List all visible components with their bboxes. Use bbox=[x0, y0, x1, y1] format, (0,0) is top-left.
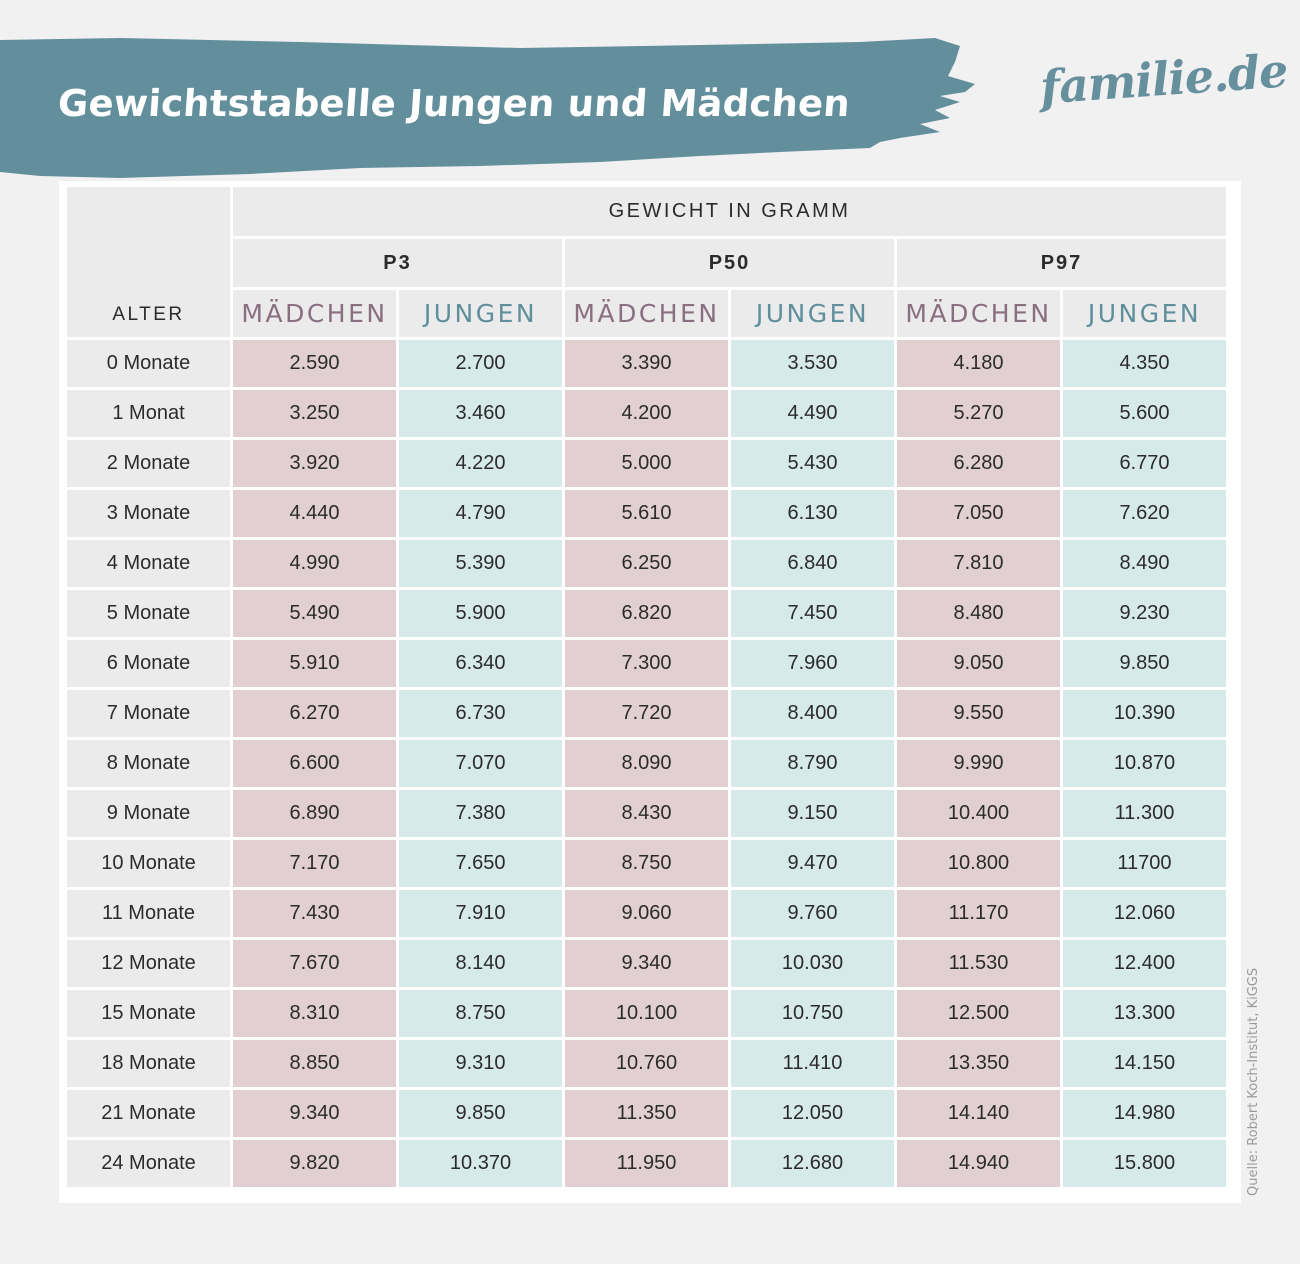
girls-weight-cell: 11.170 bbox=[897, 890, 1060, 937]
boys-weight-cell: 9.150 bbox=[731, 790, 894, 837]
girls-weight-cell: 8.310 bbox=[233, 990, 396, 1037]
girls-weight-cell: 4.440 bbox=[233, 490, 396, 537]
boys-weight-cell: 5.390 bbox=[399, 540, 562, 587]
boys-weight-cell: 9.850 bbox=[399, 1090, 562, 1137]
weight-table bbox=[64, 184, 1229, 1190]
boys-weight-cell: 12.050 bbox=[731, 1090, 894, 1137]
age-cell: 8 Monate bbox=[67, 740, 230, 787]
girls-weight-cell: 5.610 bbox=[565, 490, 728, 537]
source-note: Quelle: Robert Koch-Institut, KiGGS bbox=[1246, 967, 1261, 1196]
boys-header: JUNGEN bbox=[731, 290, 894, 337]
boys-weight-cell: 3.460 bbox=[399, 390, 562, 437]
boys-weight-cell: 5.600 bbox=[1063, 390, 1226, 437]
table-row bbox=[67, 1140, 1226, 1187]
girls-weight-cell: 7.300 bbox=[565, 640, 728, 687]
boys-weight-cell: 7.960 bbox=[731, 640, 894, 687]
percentile-header-p50: P50 bbox=[565, 239, 894, 287]
table-frame bbox=[59, 181, 1241, 1203]
girls-weight-cell: 6.890 bbox=[233, 790, 396, 837]
boys-weight-cell: 7.380 bbox=[399, 790, 562, 837]
girls-weight-cell: 5.000 bbox=[565, 440, 728, 487]
boys-weight-cell: 7.620 bbox=[1063, 490, 1226, 537]
boys-weight-cell: 5.900 bbox=[399, 590, 562, 637]
boys-weight-cell: 2.700 bbox=[399, 340, 562, 387]
boys-weight-cell: 9.230 bbox=[1063, 590, 1226, 637]
girls-weight-cell: 10.760 bbox=[565, 1040, 728, 1087]
girls-weight-cell: 7.810 bbox=[897, 540, 1060, 587]
age-cell: 4 Monate bbox=[67, 540, 230, 587]
girls-weight-cell: 9.060 bbox=[565, 890, 728, 937]
boys-weight-cell: 12.400 bbox=[1063, 940, 1226, 987]
girls-weight-cell: 3.390 bbox=[565, 340, 728, 387]
boys-weight-cell: 7.650 bbox=[399, 840, 562, 887]
table-row bbox=[67, 640, 1226, 687]
girls-weight-cell: 6.270 bbox=[233, 690, 396, 737]
boys-weight-cell: 14.980 bbox=[1063, 1090, 1226, 1137]
boys-weight-cell: 3.530 bbox=[731, 340, 894, 387]
girls-weight-cell: 6.250 bbox=[565, 540, 728, 587]
girls-weight-cell: 14.940 bbox=[897, 1140, 1060, 1187]
boys-weight-cell: 8.750 bbox=[399, 990, 562, 1037]
boys-header: JUNGEN bbox=[399, 290, 562, 337]
girls-weight-cell: 8.480 bbox=[897, 590, 1060, 637]
age-cell: 0 Monate bbox=[67, 340, 230, 387]
boys-weight-cell: 9.760 bbox=[731, 890, 894, 937]
age-cell: 3 Monate bbox=[67, 490, 230, 537]
table-row bbox=[67, 940, 1226, 987]
boys-weight-cell: 6.770 bbox=[1063, 440, 1226, 487]
boys-weight-cell: 8.140 bbox=[399, 940, 562, 987]
girls-weight-cell: 9.820 bbox=[233, 1140, 396, 1187]
boys-weight-cell: 11.300 bbox=[1063, 790, 1226, 837]
table-row bbox=[67, 490, 1226, 537]
table-row bbox=[67, 840, 1226, 887]
girls-weight-cell: 9.050 bbox=[897, 640, 1060, 687]
girls-weight-cell: 6.600 bbox=[233, 740, 396, 787]
girls-weight-cell: 10.400 bbox=[897, 790, 1060, 837]
girls-weight-cell: 4.200 bbox=[565, 390, 728, 437]
table-row bbox=[67, 990, 1226, 1037]
boys-weight-cell: 9.310 bbox=[399, 1040, 562, 1087]
table-row bbox=[67, 590, 1226, 637]
boys-weight-cell: 4.490 bbox=[731, 390, 894, 437]
girls-weight-cell: 6.820 bbox=[565, 590, 728, 637]
girls-weight-cell: 7.430 bbox=[233, 890, 396, 937]
girls-weight-cell: 8.750 bbox=[565, 840, 728, 887]
girls-header: MÄDCHEN bbox=[565, 290, 728, 337]
girls-weight-cell: 5.490 bbox=[233, 590, 396, 637]
age-cell: 18 Monate bbox=[67, 1040, 230, 1087]
boys-weight-cell: 7.450 bbox=[731, 590, 894, 637]
boys-weight-cell: 14.150 bbox=[1063, 1040, 1226, 1087]
girls-weight-cell: 9.340 bbox=[233, 1090, 396, 1137]
boys-weight-cell: 12.680 bbox=[731, 1140, 894, 1187]
boys-weight-cell: 10.390 bbox=[1063, 690, 1226, 737]
girls-weight-cell: 8.090 bbox=[565, 740, 728, 787]
table-row bbox=[67, 390, 1226, 437]
table-row bbox=[67, 1090, 1226, 1137]
boys-weight-cell: 11.410 bbox=[731, 1040, 894, 1087]
page-title: Gewichtstabelle Jungen und Mädchen bbox=[56, 82, 852, 125]
girls-weight-cell: 14.140 bbox=[897, 1090, 1060, 1137]
table-row bbox=[67, 690, 1226, 737]
boys-weight-cell: 10.030 bbox=[731, 940, 894, 987]
boys-weight-cell: 8.490 bbox=[1063, 540, 1226, 587]
girls-weight-cell: 11.350 bbox=[565, 1090, 728, 1137]
girls-header: MÄDCHEN bbox=[897, 290, 1060, 337]
girls-weight-cell: 9.550 bbox=[897, 690, 1060, 737]
girls-weight-cell: 3.250 bbox=[233, 390, 396, 437]
girls-weight-cell: 11.950 bbox=[565, 1140, 728, 1187]
boys-weight-cell: 12.060 bbox=[1063, 890, 1226, 937]
boys-weight-cell: 7.070 bbox=[399, 740, 562, 787]
girls-weight-cell: 5.270 bbox=[897, 390, 1060, 437]
boys-weight-cell: 10.370 bbox=[399, 1140, 562, 1187]
age-cell: 21 Monate bbox=[67, 1090, 230, 1137]
age-column-header: ALTER bbox=[67, 187, 230, 337]
age-cell: 9 Monate bbox=[67, 790, 230, 837]
girls-weight-cell: 7.720 bbox=[565, 690, 728, 737]
boys-weight-cell: 7.910 bbox=[399, 890, 562, 937]
boys-header: JUNGEN bbox=[1063, 290, 1226, 337]
age-cell: 1 Monat bbox=[67, 390, 230, 437]
age-cell: 24 Monate bbox=[67, 1140, 230, 1187]
boys-weight-cell: 4.220 bbox=[399, 440, 562, 487]
table-row bbox=[67, 540, 1226, 587]
boys-weight-cell: 8.400 bbox=[731, 690, 894, 737]
table-row bbox=[67, 1040, 1226, 1087]
boys-weight-cell: 6.130 bbox=[731, 490, 894, 537]
girls-weight-cell: 11.530 bbox=[897, 940, 1060, 987]
boys-weight-cell: 11700 bbox=[1063, 840, 1226, 887]
table-row bbox=[67, 440, 1226, 487]
table-row bbox=[67, 890, 1226, 937]
girls-weight-cell: 4.180 bbox=[897, 340, 1060, 387]
girls-weight-cell: 10.100 bbox=[565, 990, 728, 1037]
girls-weight-cell: 7.050 bbox=[897, 490, 1060, 537]
boys-weight-cell: 6.340 bbox=[399, 640, 562, 687]
percentile-header-p3: P3 bbox=[233, 239, 562, 287]
table-row bbox=[67, 740, 1226, 787]
age-cell: 2 Monate bbox=[67, 440, 230, 487]
table-body bbox=[67, 340, 1226, 1187]
age-cell: 12 Monate bbox=[67, 940, 230, 987]
boys-weight-cell: 13.300 bbox=[1063, 990, 1226, 1037]
girls-weight-cell: 7.670 bbox=[233, 940, 396, 987]
boys-weight-cell: 9.850 bbox=[1063, 640, 1226, 687]
girls-weight-cell: 12.500 bbox=[897, 990, 1060, 1037]
boys-weight-cell: 4.790 bbox=[399, 490, 562, 537]
girls-weight-cell: 13.350 bbox=[897, 1040, 1060, 1087]
boys-weight-cell: 15.800 bbox=[1063, 1140, 1226, 1187]
age-cell: 10 Monate bbox=[67, 840, 230, 887]
age-cell: 15 Monate bbox=[67, 990, 230, 1037]
boys-weight-cell: 8.790 bbox=[731, 740, 894, 787]
girls-weight-cell: 9.990 bbox=[897, 740, 1060, 787]
age-cell: 11 Monate bbox=[67, 890, 230, 937]
girls-weight-cell: 6.280 bbox=[897, 440, 1060, 487]
girls-weight-cell: 8.430 bbox=[565, 790, 728, 837]
girls-weight-cell: 10.800 bbox=[897, 840, 1060, 887]
percentile-header-p97: P97 bbox=[897, 239, 1226, 287]
boys-weight-cell: 10.870 bbox=[1063, 740, 1226, 787]
girls-weight-cell: 4.990 bbox=[233, 540, 396, 587]
boys-weight-cell: 9.470 bbox=[731, 840, 894, 887]
girls-weight-cell: 9.340 bbox=[565, 940, 728, 987]
boys-weight-cell: 10.750 bbox=[731, 990, 894, 1037]
boys-weight-cell: 6.730 bbox=[399, 690, 562, 737]
girls-weight-cell: 5.910 bbox=[233, 640, 396, 687]
age-cell: 6 Monate bbox=[67, 640, 230, 687]
girls-header: MÄDCHEN bbox=[233, 290, 396, 337]
boys-weight-cell: 5.430 bbox=[731, 440, 894, 487]
girls-weight-cell: 2.590 bbox=[233, 340, 396, 387]
brand-logo: familie.de bbox=[1038, 43, 1289, 115]
age-cell: 5 Monate bbox=[67, 590, 230, 637]
girls-weight-cell: 7.170 bbox=[233, 840, 396, 887]
table-row bbox=[67, 340, 1226, 387]
girls-weight-cell: 8.850 bbox=[233, 1040, 396, 1087]
boys-weight-cell: 4.350 bbox=[1063, 340, 1226, 387]
boys-weight-cell: 6.840 bbox=[731, 540, 894, 587]
girls-weight-cell: 3.920 bbox=[233, 440, 396, 487]
age-cell: 7 Monate bbox=[67, 690, 230, 737]
table-row bbox=[67, 790, 1226, 837]
weight-group-header: GEWICHT IN GRAMM bbox=[233, 187, 1226, 236]
